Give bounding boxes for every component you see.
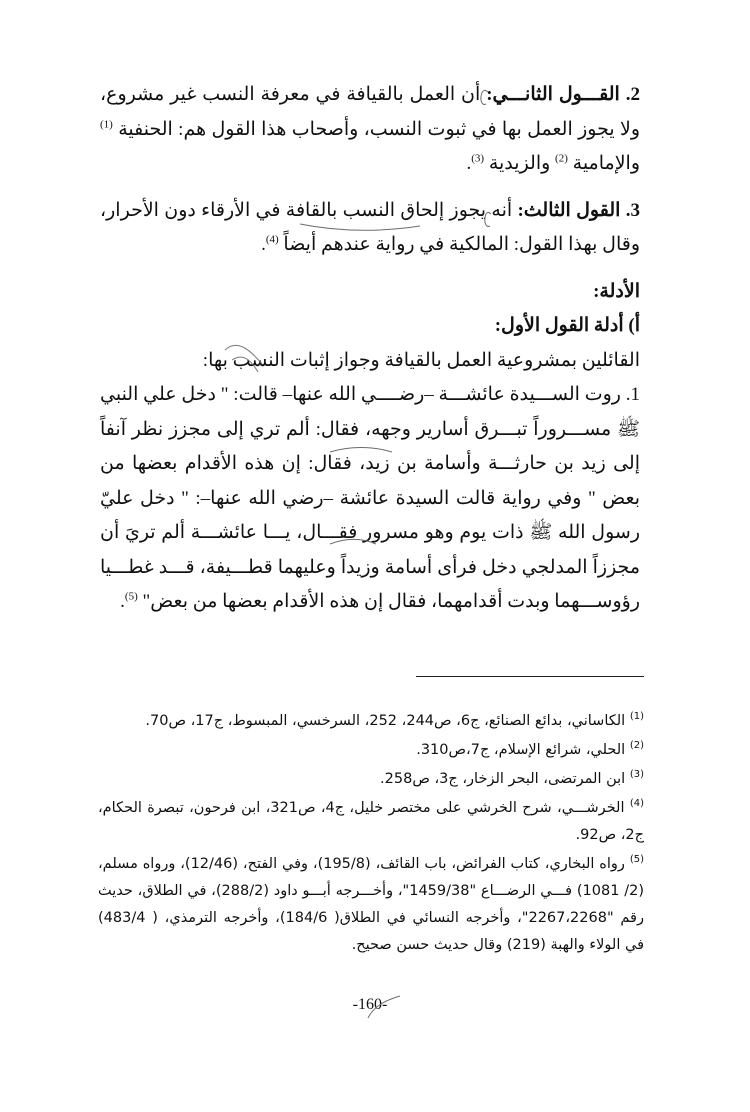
second-opinion-label: 2. القـــول الثانـــي: bbox=[486, 84, 640, 105]
footnote-mark: (5) bbox=[629, 854, 644, 866]
second-opinion-text-2: والإمامية bbox=[572, 153, 640, 174]
hadith-text: 1. روت الســـيدة عائشـــة –رضــــي الله عنها– قالت: " دخل علي النبي ﷺ مســـروراً تبـــرق أسارير وجهه، فقال: ألم تري إلى مجزز نظر آنفاً إلى زيد بن حارثـــة وأسامة بن زيد، فقال: إن هذه الأقدام بعضها من بعض " وفي رواية قالت السيدة عائشة –رضي الله عنها–: " دخل عليّ رسول الله ﷺ ذات يوم وهو مسرور فقـــال، يـــا عائشـــة ألم تريَ أن مجززاً المدلجي دخل فرأى أسامة وزيداً وعليهما قطـــيفة، قـــد غطـــيا رؤوســـهما وبدت أقدامهما، فقال إن هذه الأقدام بعضها من بعض" bbox=[100, 384, 640, 612]
main-text bbox=[100, 78, 640, 620]
footnote-mark: (1) bbox=[629, 711, 644, 723]
footnote-item bbox=[98, 795, 644, 849]
footnotes bbox=[98, 708, 644, 961]
footnote-item bbox=[98, 766, 644, 793]
paragraph-proponents: القائلين بمشروعية العمل بالقيافة وجواز إثبات النسب بها: bbox=[202, 349, 640, 371]
paragraph-second-opinion bbox=[100, 78, 640, 182]
footnote-ref-5: (5) bbox=[124, 590, 138, 603]
heading-evidence: الأدلة: bbox=[593, 280, 640, 302]
third-opinion-text: أنه يجوز إلحاق النسب بالقافة في الأرقاء دون الأحرار، وقال بهذا القول: المالكية في رواية عندهم أيضاً bbox=[100, 199, 640, 255]
third-opinion-label: 3. القول الثالث: bbox=[517, 199, 640, 221]
footnote-text: الحلي، شرائع الإسلام، ج7،ص310. bbox=[416, 742, 626, 758]
footnote-item bbox=[98, 708, 644, 735]
footnote-text: الكاساني، بدائع الصنائع، ج6، ص244، 252، السرخسي، المبسوط، ج17، ص70. bbox=[145, 713, 626, 729]
hadith-end: . bbox=[120, 591, 125, 612]
page-number: -160- bbox=[352, 996, 388, 1013]
footnote-mark: (4) bbox=[629, 798, 645, 810]
footnote-ref-4: (4) bbox=[265, 233, 279, 246]
footnote-ref-1: (1) bbox=[100, 118, 113, 131]
second-opinion-text: أن العمل بالقيافة في معرفة النسب غير مشروع، ولا يجوز العمل بها في ثبوت النسب، وأصحاب هذا القول هم: الحنفية bbox=[100, 84, 641, 140]
second-opinion-text-3: والزيدية bbox=[488, 153, 551, 174]
footnote-ref-2: (2) bbox=[555, 152, 568, 165]
third-opinion-end: . bbox=[261, 234, 266, 255]
footnote-item bbox=[98, 851, 644, 959]
footnote-text: رواه البخاري، كتاب الفرائض، باب القائف، (195/8)، وفي الفتح، (12/46)، ورواه مسلم، (2/ 1081) فـــي الرضـــاع "1459/38"، وأخـــرجه أبـــو داود (288/2)، في الطلاق، حديث رقم "2267،2268"، وأخرجه النسائي في الطلاق( 184/6)، وأخرجه الترمذي، ( 483/4) في الولاء والهبة (219) وقال حديث حسن صحيح. bbox=[98, 856, 645, 953]
footnote-ref-3: (3) bbox=[471, 152, 485, 165]
footnote-item bbox=[98, 737, 644, 764]
footnote-mark: (3) bbox=[629, 769, 644, 781]
heading-first-opinion-evidence: أ) أدلة القول الأول: bbox=[494, 315, 640, 336]
paragraph-third-opinion bbox=[100, 194, 640, 263]
footnote-mark: (2) bbox=[629, 740, 644, 752]
footnote-text: الخرشـــي، شرح الخرشي على مختصر خليل، ج4، ص321، ابن فرحون، تبصرة الحكام، ج2، ص92. bbox=[98, 800, 644, 843]
footnote-separator bbox=[416, 676, 644, 677]
second-opinion-end: . bbox=[466, 153, 472, 174]
footnote-text: ابن المرتضى، البحر الزخار، ج3، ص258. bbox=[380, 771, 626, 787]
paragraph-hadith bbox=[100, 378, 640, 620]
